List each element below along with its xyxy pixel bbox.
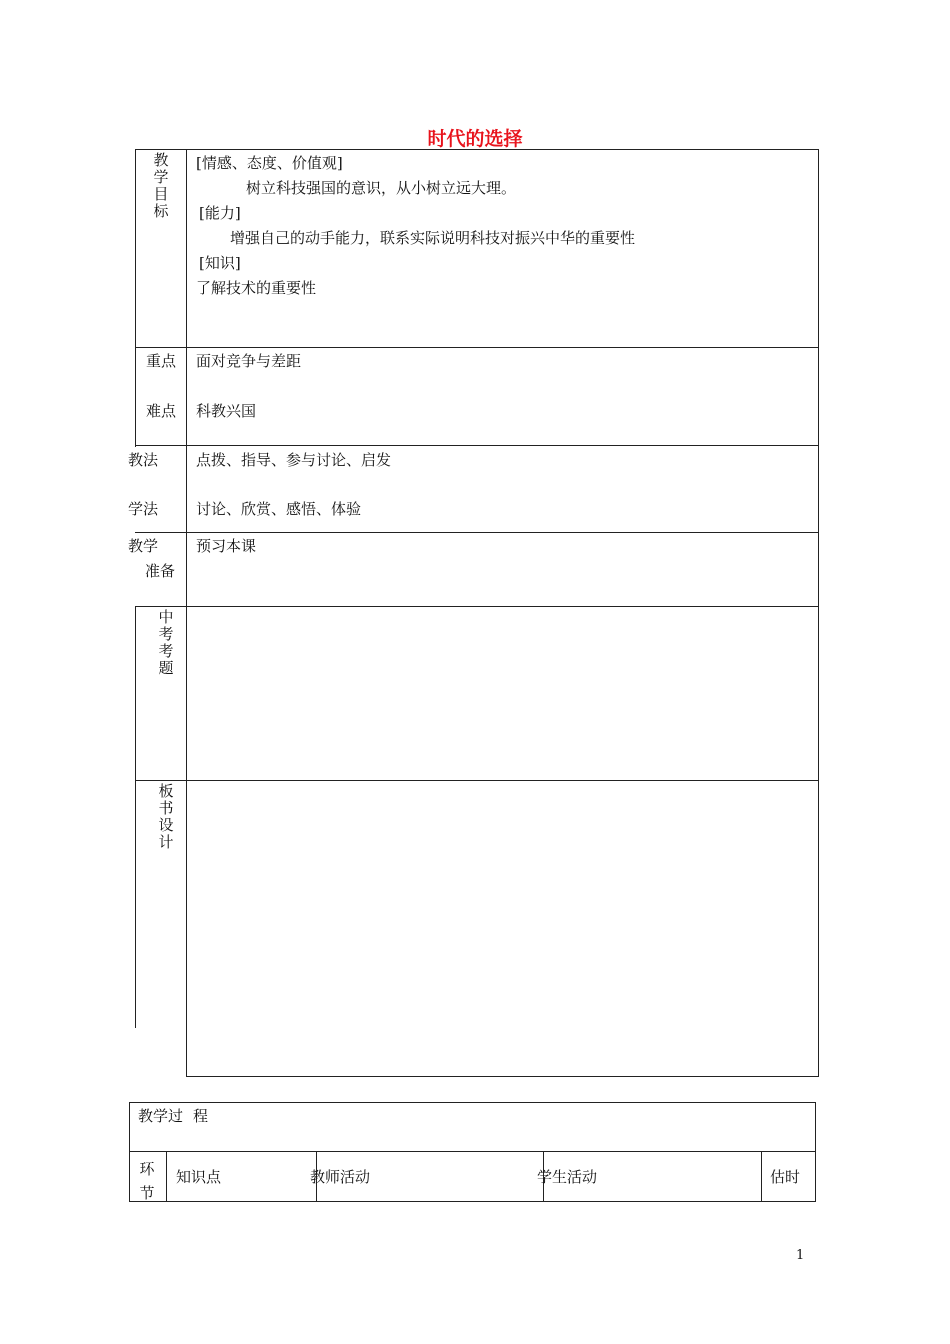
preparation-value: 预习本课 (196, 537, 257, 555)
knowledge-column-header: 知识点 (176, 1168, 222, 1186)
board-design-label: 板 书 设 计 (158, 782, 174, 851)
ability-header: [能力] (199, 204, 241, 222)
preparation-label-line1: 教学 (128, 537, 159, 555)
knowledge-text: 了解技术的重要性 (196, 279, 317, 297)
teacher-column-header: 教师活动 (310, 1168, 371, 1186)
exam-questions-label: 中 考 考 题 (158, 608, 174, 677)
emotion-text: 树立科技强国的意识，从小树立远大理。 (246, 179, 517, 197)
knowledge-header: [知识] (199, 254, 241, 272)
segment-column-header: 环 节 (139, 1160, 155, 1202)
difficult-point-value: 科教兴国 (196, 402, 257, 420)
learning-method-value: 讨论、欣赏、感悟、体验 (196, 500, 362, 518)
learning-method-label: 学法 (128, 500, 159, 518)
key-point-label: 重点 (146, 352, 177, 370)
emotion-header: [情感、态度、价值观] (196, 154, 343, 172)
objectives-label: 教 学 目 标 (153, 151, 169, 220)
student-column-header: 学生活动 (537, 1168, 598, 1186)
preparation-label-line2: 准备 (145, 562, 176, 580)
key-point-value: 面对竞争与差距 (196, 352, 302, 370)
difficult-point-label: 难点 (146, 402, 177, 420)
ability-text: 增强自己的动手能力，联系实际说明科技对振兴中华的重要性 (230, 229, 636, 247)
time-column-header: 估时 (770, 1168, 801, 1186)
teaching-method-value: 点拨、指导、参与讨论、启发 (196, 451, 392, 469)
teaching-method-label: 教法 (128, 451, 159, 469)
page-title: 时代的选择 (427, 128, 523, 150)
page-number: 1 (796, 1248, 805, 1263)
process-header: 教学过 程 (138, 1107, 209, 1125)
